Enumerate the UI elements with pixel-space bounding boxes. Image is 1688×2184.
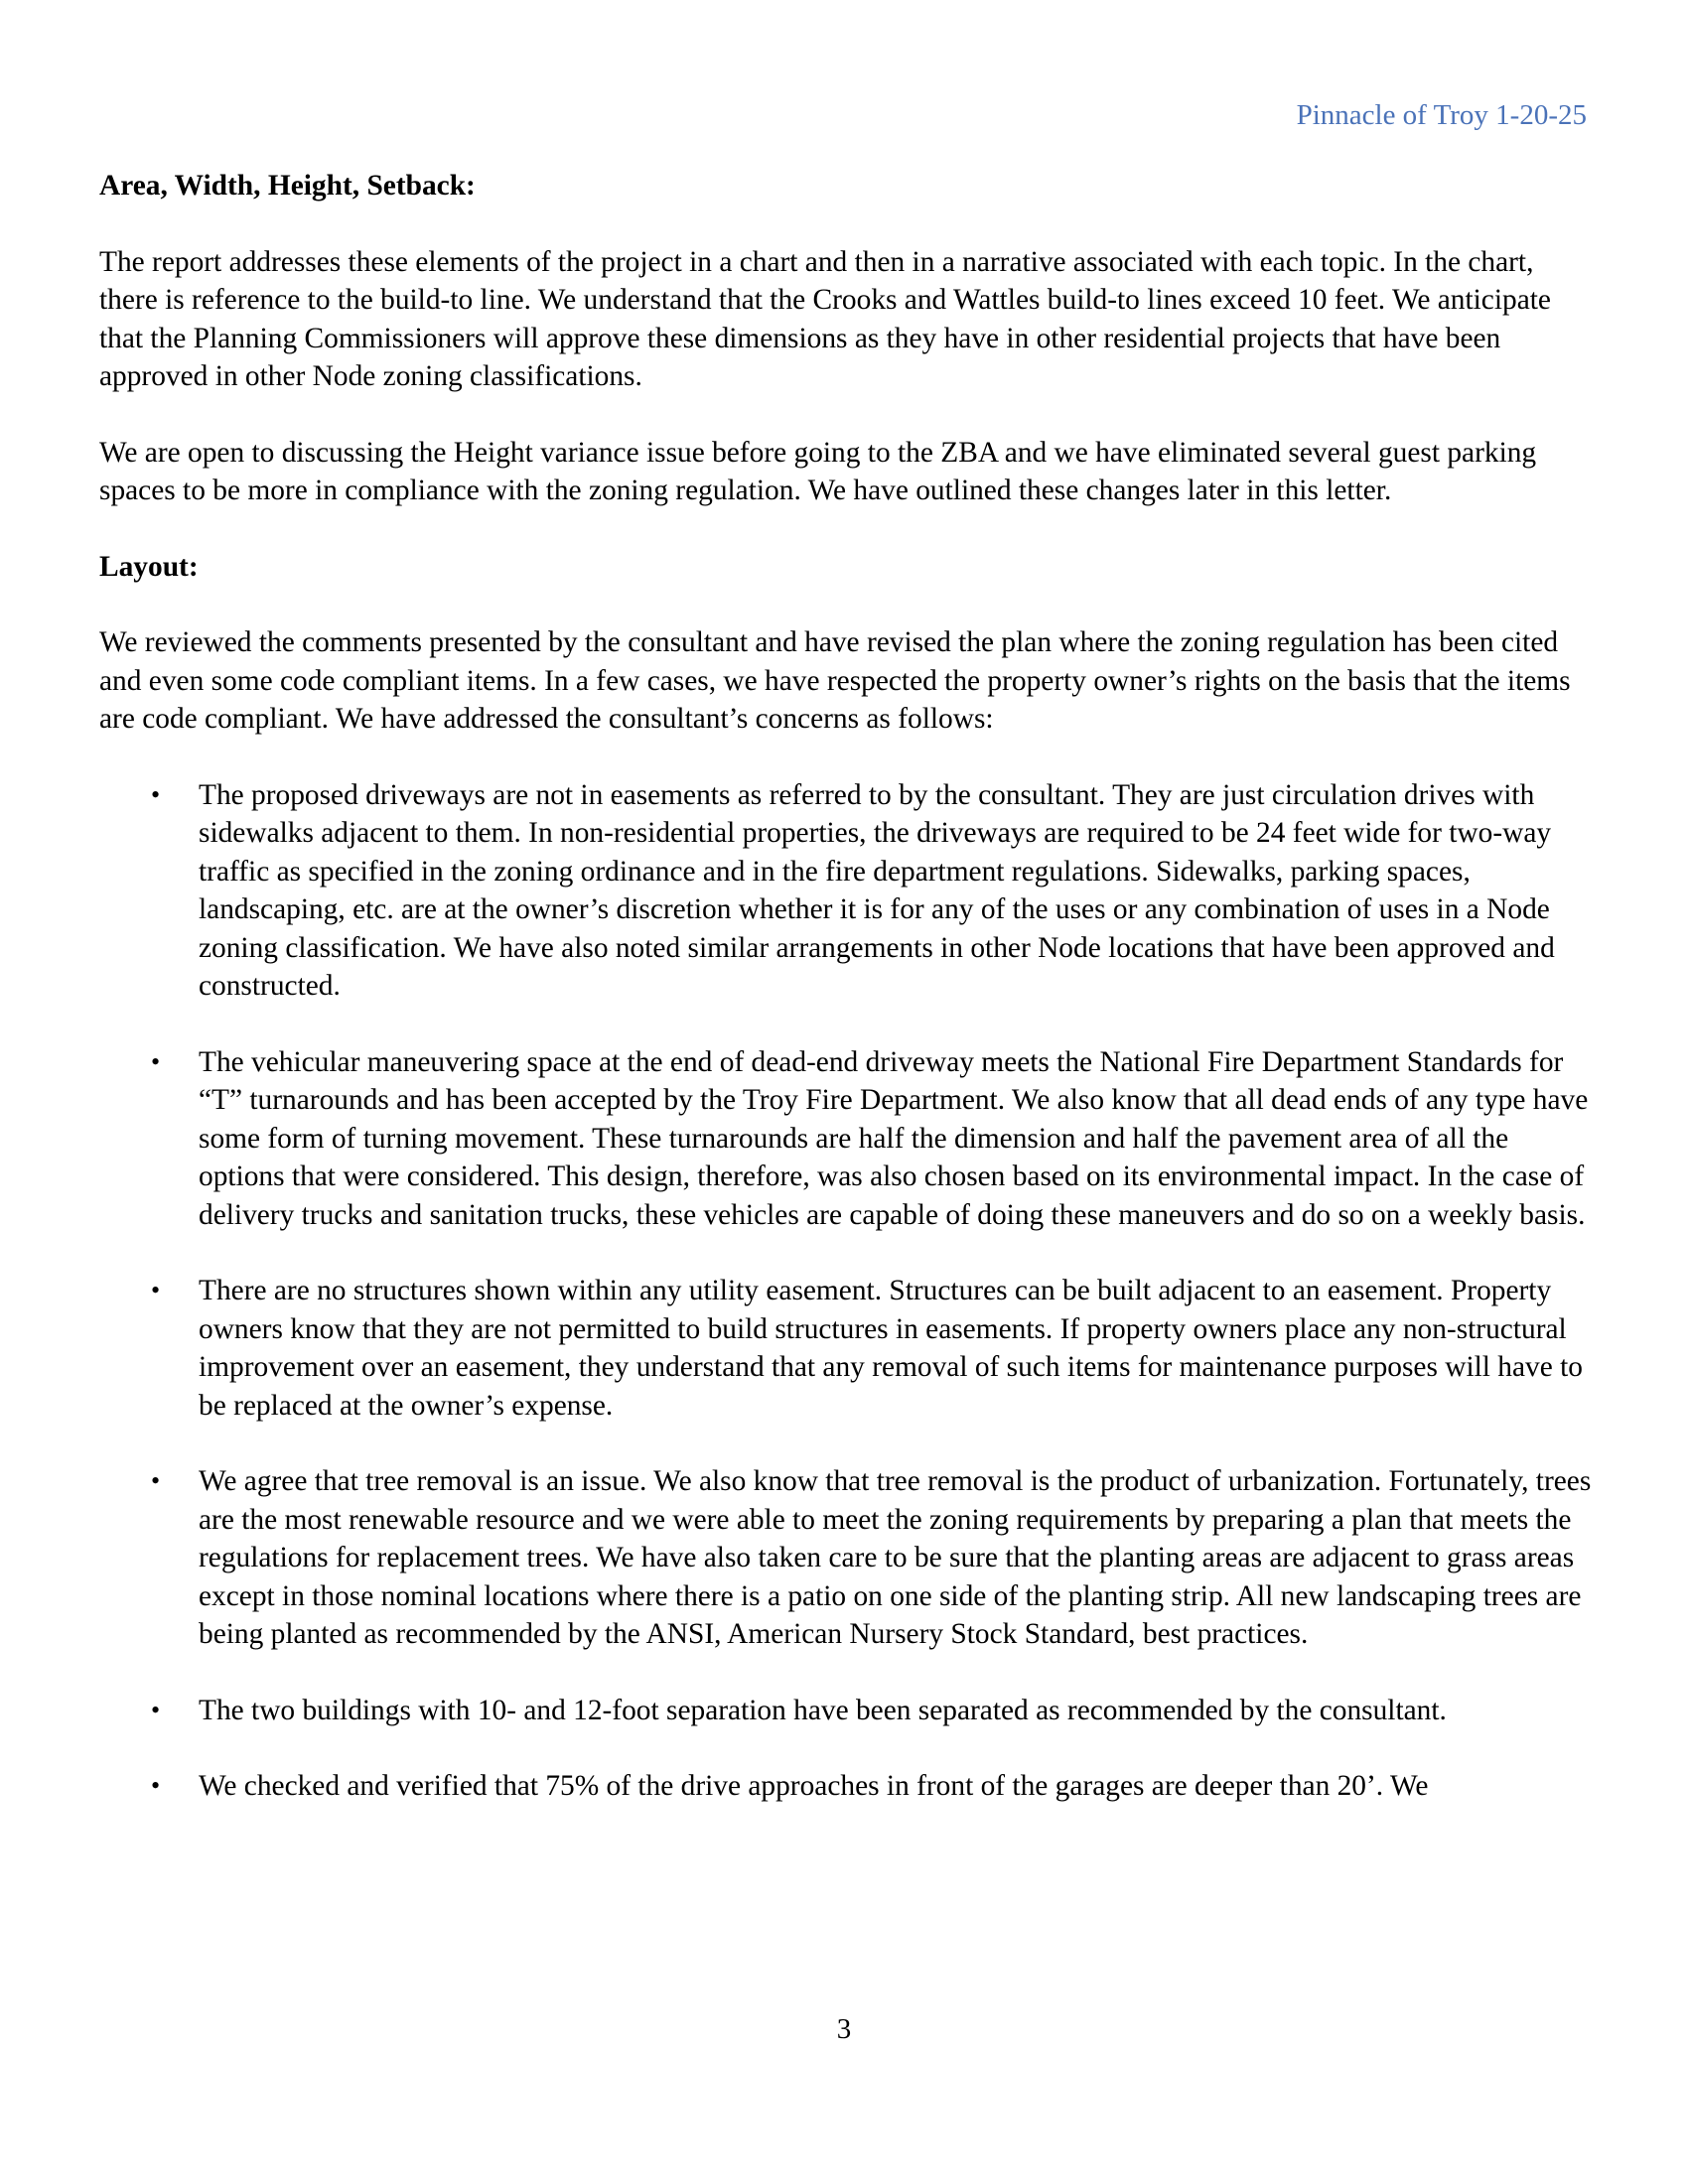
list-item-text: The vehicular maneuvering space at the end of dead-end driveway meets the National Fire Department Standards for “T” turnarounds and has been accepted by the Troy Fire Department. We also know that all dead ends of any type have some form of turning movement. These turnarounds are half the dimension and half the pavement area of all the options that were considered. This design, therefore, was also chosen based on its environmental impact. In the case of delivery trucks and sanitation trucks, these vehicles are capable of doing these maneuvers and do so on a weekly basis. (199, 1045, 1589, 1231)
document-body (99, 167, 1593, 1806)
bullet-icon: • (151, 1466, 161, 1495)
list-item (99, 1272, 1593, 1425)
list-item (99, 1692, 1593, 1730)
bullet-icon: • (151, 1046, 161, 1076)
list-item (99, 776, 1593, 1006)
page-number: 3 (836, 2013, 852, 2045)
bullet-icon: • (151, 779, 161, 809)
paragraph: The report addresses these elements of the project in a chart and then in a narrative associated with each topic. In the chart, there is reference to the build-to line. We understand that the Crooks and Wattles build-to lines exceed 10 feet. We anticipate that the Planning Commissioners will approve these dimensions as they have in other residential projects that have been approved in other Node zoning classifications. (99, 245, 1551, 392)
list-item-text: We checked and verified that 75% of the drive approaches in front of the garages are deeper than 20’. We (199, 1770, 1429, 1802)
concerns-bullet-list (99, 776, 1593, 1806)
running-header: Pinnacle of Troy 1-20-25 (1296, 99, 1587, 131)
list-item-text: We agree that tree removal is an issue. We also know that tree removal is the product of urbanization. Fortunately, trees are the most renewable resource and we were able to meet the zoning requirements by preparing a plan that meets the regulations for replacement trees. We have also taken care to be sure that the planting areas are adjacent to grass areas except in those nominal locations where there is a patio on one side of the planting strip. All new landscaping trees are being planted as recommended by the ANSI, American Nursery Stock Standard, best practices. (199, 1465, 1592, 1650)
list-item-text: There are no structures shown within any utility easement. Structures can be built adjacent to an easement. Property owners know that they are not permitted to build structures in easements. If property owners place any non-structural improvement over an easement, they understand that any removal of such items for maintenance purposes will have to be replaced at the owner’s expense. (199, 1275, 1583, 1422)
section-heading-layout: Layout: (99, 550, 199, 583)
list-item-text: The two buildings with 10- and 12-foot separation have been separated as recommended by the consultant. (199, 1694, 1447, 1726)
section-heading-area-width-height-setback: Area, Width, Height, Setback: (99, 170, 476, 202)
list-item (99, 1767, 1593, 1806)
paragraph: We are open to discussing the Height variance issue before going to the ZBA and we have eliminated several guest parking spaces to be more in compliance with the zoning regulation. We have outlined these changes later in this letter. (99, 436, 1537, 506)
list-item (99, 1462, 1593, 1654)
list-item (99, 1043, 1593, 1235)
bullet-icon: • (151, 1771, 161, 1800)
bullet-icon: • (151, 1276, 161, 1304)
bullet-icon: • (151, 1695, 161, 1724)
list-item-text: The proposed driveways are not in easements as referred to by the consultant. They are just circulation drives with sidewalks adjacent to them. In non-residential properties, the driveways are required to be 24 feet wide for two-way traffic as specified in the zoning ordinance and in the fire department regulations. Sidewalks, parking spaces, landscaping, etc. are at the owner’s discretion whether it is for any of the uses or any combination of uses in a Node zoning classification. We have also noted similar arrangements in other Node locations that have been approved and constructed. (199, 778, 1555, 1002)
paragraph: We reviewed the comments presented by the consultant and have revised the plan where the zoning regulation has been cited and even some code compliant items. In a few cases, we have respected the property owner’s rights on the basis that the items are code compliant. We have addressed the consultant’s concerns as follows: (99, 626, 1571, 735)
